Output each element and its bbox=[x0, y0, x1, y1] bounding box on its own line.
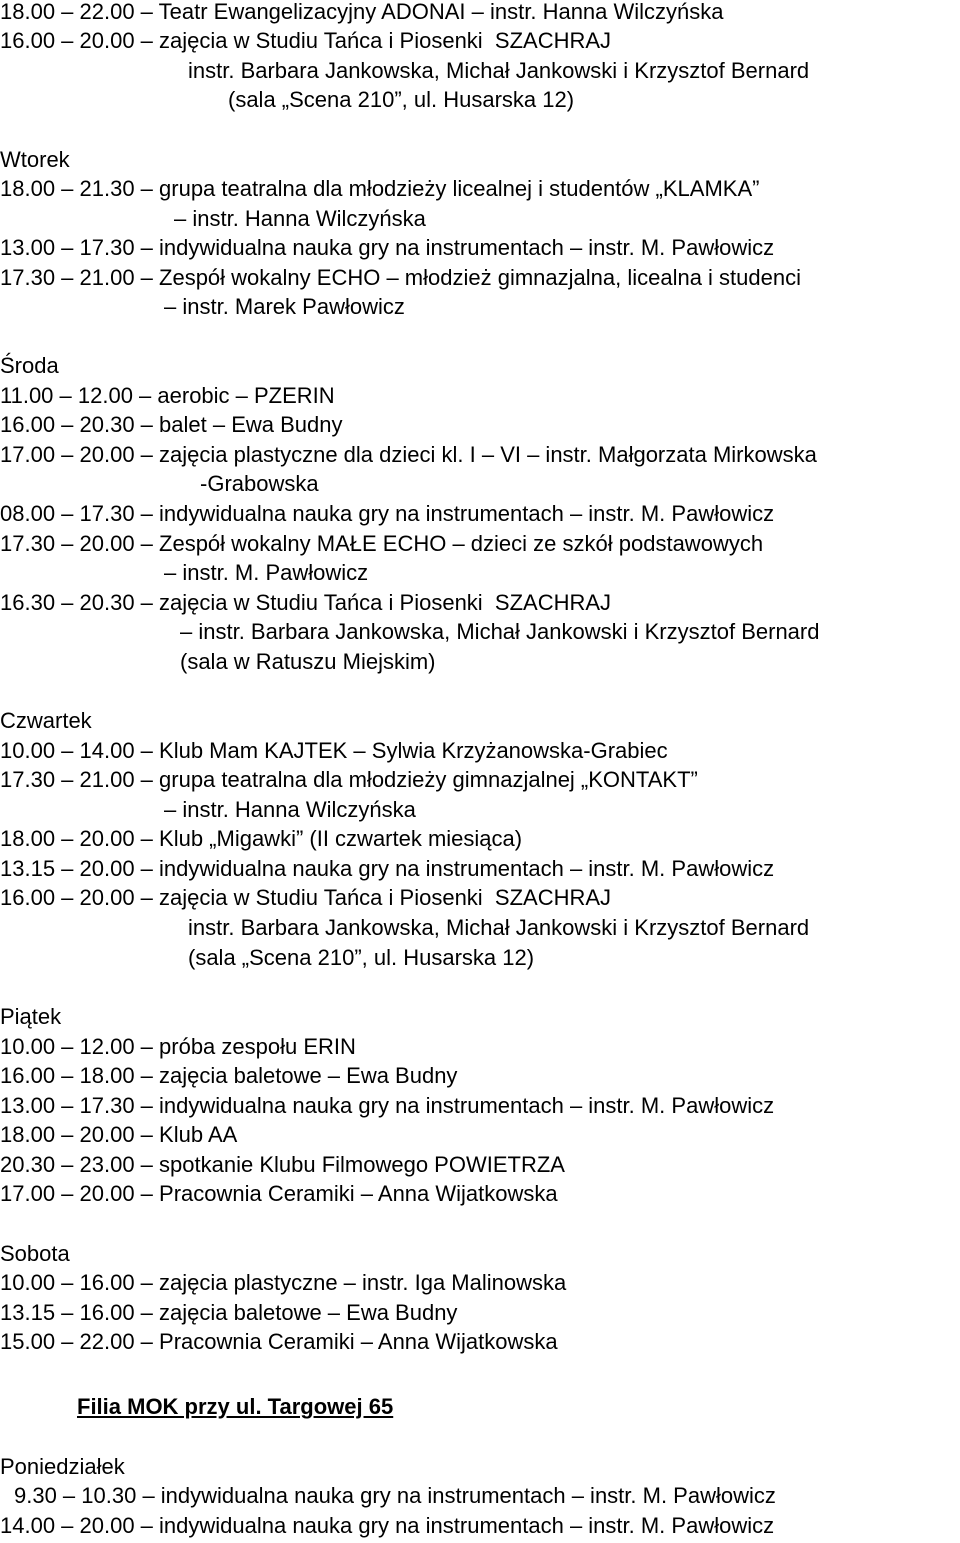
day-heading-monday: Poniedziałek bbox=[0, 1454, 125, 1479]
entry-continuation: (sala „Scena 210”, ul. Husarska 12) bbox=[228, 87, 575, 112]
schedule-entry: 16.00 – 20.00 – zajęcia w Studiu Tańca i Piosenki SZACHRAJ bbox=[0, 885, 612, 910]
schedule-entry: 17.30 – 20.00 – Zespół wokalny MAŁE ECHO – dzieci ze szkół podstawowych bbox=[0, 531, 764, 556]
schedule-entry: 11.00 – 12.00 – aerobic – PZERIN bbox=[0, 383, 335, 408]
entry-continuation: instr. Barbara Jankowska, Michał Jankowski i Krzysztof Bernard bbox=[188, 915, 810, 940]
schedule-entry: 17.00 – 20.00 – Pracownia Ceramiki – Anna Wijatkowska bbox=[0, 1181, 558, 1206]
schedule-entry: 10.00 – 16.00 – zajęcia plastyczne – instr. Iga Malinowska bbox=[0, 1270, 567, 1295]
schedule-entry: 13.15 – 16.00 – zajęcia baletowe – Ewa Budny bbox=[0, 1300, 458, 1325]
schedule-entry: 18.00 – 22.00 – Teatr Ewangelizacyjny ADONAI – instr. Hanna Wilczyńska bbox=[0, 0, 724, 24]
day-heading-saturday: Sobota bbox=[0, 1241, 70, 1266]
schedule-entry: 16.00 – 20.30 – balet – Ewa Budny bbox=[0, 412, 343, 437]
entry-continuation: (sala „Scena 210”, ul. Husarska 12) bbox=[188, 945, 535, 970]
schedule-entry: 17.00 – 20.00 – zajęcia plastyczne dla dzieci kl. I – VI – instr. Małgorzata Mirkowska bbox=[0, 442, 817, 467]
schedule-entry: 16.30 – 20.30 – zajęcia w Studiu Tańca i Piosenki SZACHRAJ bbox=[0, 590, 612, 615]
schedule-entry: 13.00 – 17.30 – indywidualna nauka gry na instrumentach – instr. M. Pawłowicz bbox=[0, 235, 775, 260]
schedule-entry: 10.00 – 12.00 – próba zespołu ERIN bbox=[0, 1034, 356, 1059]
schedule-entry: 17.30 – 21.00 – Zespół wokalny ECHO – młodzież gimnazjalna, licealna i studenci bbox=[0, 265, 801, 290]
entry-continuation: – instr. Marek Pawłowicz bbox=[164, 294, 405, 319]
schedule-entry: 16.00 – 18.00 – zajęcia baletowe – Ewa Budny bbox=[0, 1063, 458, 1088]
schedule-entry: 16.00 – 20.00 – zajęcia w Studiu Tańca i Piosenki SZACHRAJ bbox=[0, 28, 612, 53]
entry-continuation: instr. Barbara Jankowska, Michał Jankowski i Krzysztof Bernard bbox=[188, 58, 810, 83]
day-heading-wednesday: Środa bbox=[0, 353, 59, 378]
entry-continuation: -Grabowska bbox=[200, 471, 319, 496]
day-heading-friday: Piątek bbox=[0, 1004, 62, 1029]
schedule-entry: 20.30 – 23.00 – spotkanie Klubu Filmowego POWIETRZA bbox=[0, 1152, 565, 1177]
branch-heading: Filia MOK przy ul. Targowej 65 bbox=[77, 1394, 394, 1419]
entry-continuation: – instr. Hanna Wilczyńska bbox=[164, 797, 416, 822]
schedule-entry: 08.00 – 17.30 – indywidualna nauka gry na instrumentach – instr. M. Pawłowicz bbox=[0, 501, 775, 526]
schedule-entry: 18.00 – 20.00 – Klub AA bbox=[0, 1122, 238, 1147]
entry-continuation: – instr. Hanna Wilczyńska bbox=[174, 206, 426, 231]
entry-continuation: (sala w Ratuszu Miejskim) bbox=[180, 649, 436, 674]
schedule-entry: 14.00 – 20.00 – indywidualna nauka gry na instrumentach – instr. M. Pawłowicz bbox=[0, 1513, 775, 1538]
day-heading-thursday: Czwartek bbox=[0, 708, 92, 733]
schedule-entry: 18.00 – 20.00 – Klub „Migawki” (II czwartek miesiąca) bbox=[0, 826, 523, 851]
entry-continuation: – instr. M. Pawłowicz bbox=[164, 560, 369, 585]
day-heading-tuesday: Wtorek bbox=[0, 147, 70, 172]
schedule-entry: 9.30 – 10.30 – indywidualna nauka gry na instrumentach – instr. M. Pawłowicz bbox=[14, 1483, 776, 1508]
schedule-entry: 17.30 – 21.00 – grupa teatralna dla młodzieży gimnazjalnej „KONTAKT” bbox=[0, 767, 698, 792]
schedule-entry: 13.15 – 20.00 – indywidualna nauka gry na instrumentach – instr. M. Pawłowicz bbox=[0, 856, 775, 881]
entry-continuation: – instr. Barbara Jankowska, Michał Jankowski i Krzysztof Bernard bbox=[180, 619, 820, 644]
schedule-entry: 18.00 – 21.30 – grupa teatralna dla młodzieży licealnej i studentów „KLAMKA” bbox=[0, 176, 760, 201]
schedule-entry: 15.00 – 22.00 – Pracownia Ceramiki – Anna Wijatkowska bbox=[0, 1329, 558, 1354]
schedule-entry: 10.00 – 14.00 – Klub Mam KAJTEK – Sylwia Krzyżanowska-Grabiec bbox=[0, 738, 668, 763]
schedule-entry: 13.00 – 17.30 – indywidualna nauka gry na instrumentach – instr. M. Pawłowicz bbox=[0, 1093, 775, 1118]
